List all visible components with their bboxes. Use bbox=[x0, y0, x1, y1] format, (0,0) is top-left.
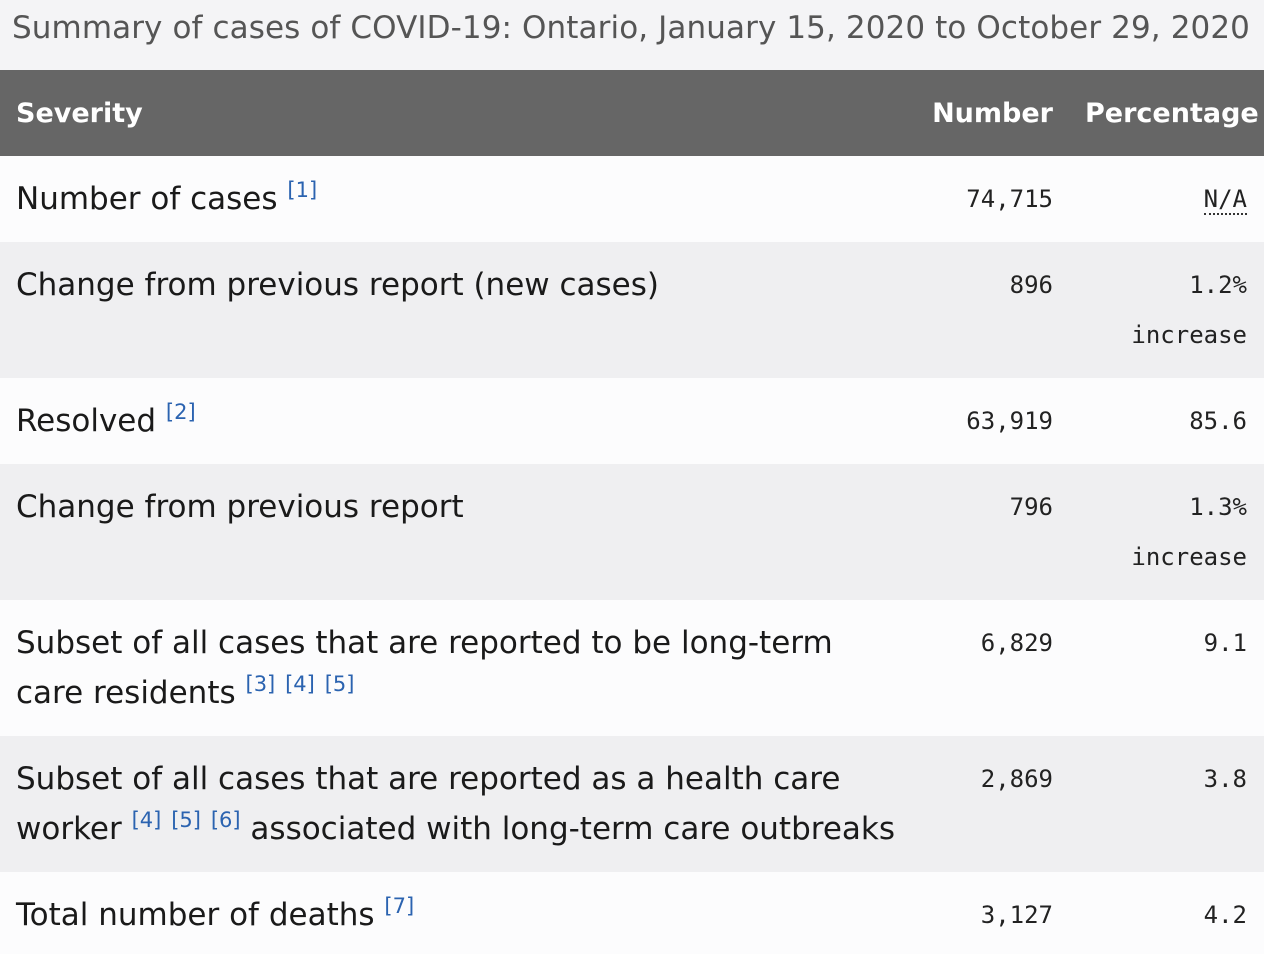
table-row bbox=[0, 378, 1264, 464]
row-label bbox=[0, 600, 914, 736]
row-label-text: Resolved bbox=[16, 403, 157, 439]
na-abbreviation: N/A bbox=[1203, 185, 1247, 213]
row-number: 796 bbox=[1009, 493, 1053, 521]
footnote-link[interactable]: [3] bbox=[245, 672, 276, 696]
table-row bbox=[0, 600, 1264, 736]
row-percentage: 3.8 bbox=[1203, 765, 1247, 793]
row-number: 3,127 bbox=[980, 901, 1053, 929]
row-number: 74,715 bbox=[966, 185, 1053, 213]
row-label bbox=[0, 378, 914, 464]
footnote-link[interactable]: [5] bbox=[171, 808, 201, 832]
row-percentage bbox=[1069, 156, 1264, 242]
row-label: Change from previous report (new cases) bbox=[16, 267, 659, 303]
header-number: Number bbox=[932, 97, 1053, 129]
row-label-text: associated with long-term care outbreaks bbox=[250, 811, 896, 847]
row-label bbox=[0, 872, 914, 954]
row-percentage: 1.2% increase bbox=[1131, 271, 1247, 349]
footnote-link[interactable]: [7] bbox=[384, 894, 415, 918]
row-label bbox=[0, 736, 914, 872]
row-label-text: Subset of all cases that are reported to be long-term care residents bbox=[16, 625, 833, 711]
table-caption: Summary of cases of COVID-19: Ontario, January 15, 2020 to October 29, 2020 bbox=[12, 10, 1250, 46]
row-percentage: 4.2 bbox=[1203, 901, 1247, 929]
row-label bbox=[0, 156, 914, 242]
table-row bbox=[0, 736, 1264, 872]
row-label-text: Number of cases bbox=[16, 181, 278, 217]
row-number: 896 bbox=[1009, 271, 1053, 299]
footnote-link[interactable]: [5] bbox=[324, 672, 355, 696]
row-number: 63,919 bbox=[966, 407, 1053, 435]
row-percentage: 9.1 bbox=[1203, 629, 1247, 657]
table-header-row bbox=[0, 70, 1264, 156]
footnote-link[interactable]: [2] bbox=[165, 400, 196, 424]
row-number: 6,829 bbox=[980, 629, 1053, 657]
header-severity: Severity bbox=[16, 97, 143, 129]
row-percentage: 1.3% increase bbox=[1131, 493, 1247, 571]
row-label-text: Subset of all cases that are reported as a health care worker bbox=[16, 761, 841, 847]
row-number: 2,869 bbox=[980, 765, 1053, 793]
table-row bbox=[0, 464, 1264, 600]
footnote-link[interactable]: [4] bbox=[131, 808, 162, 832]
row-label-text: Total number of deaths bbox=[16, 897, 375, 933]
footnote-link[interactable]: [6] bbox=[210, 808, 241, 832]
footnote-link[interactable]: [1] bbox=[287, 178, 318, 202]
table-row bbox=[0, 242, 1264, 378]
footnote-link[interactable]: [4] bbox=[285, 672, 315, 696]
table-row bbox=[0, 156, 1264, 242]
covid-summary-table bbox=[0, 70, 1264, 954]
row-percentage: 85.6 bbox=[1189, 407, 1247, 435]
table-row bbox=[0, 872, 1264, 954]
header-percentage: Percentage bbox=[1085, 97, 1259, 129]
row-label: Change from previous report bbox=[16, 489, 464, 525]
